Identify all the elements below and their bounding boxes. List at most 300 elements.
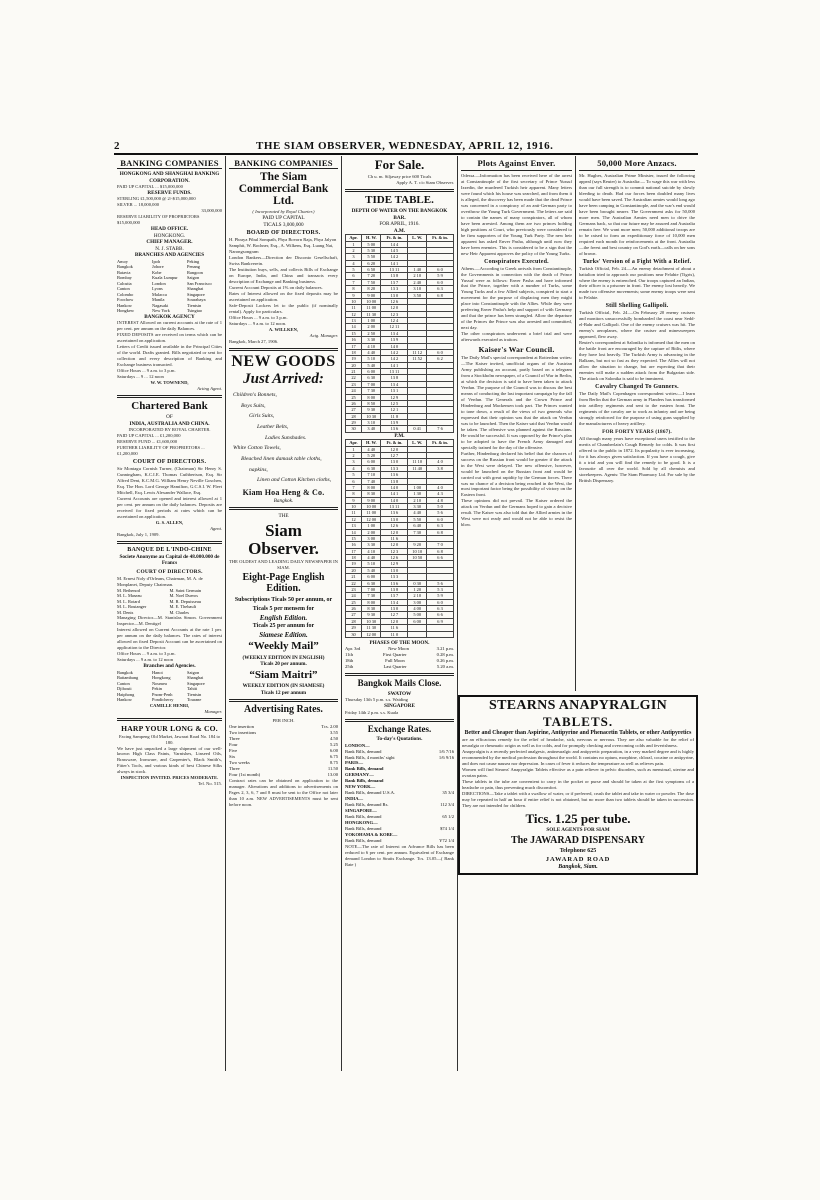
branch-item: Sourabaya [187, 297, 206, 303]
ad-rate-label: Three [229, 735, 240, 741]
quotation-label: SINGAPORE— [345, 808, 377, 814]
tide-cell: 7 0 [427, 542, 454, 548]
hsbc-silver: SILVER ... 18,000,000 [117, 202, 160, 208]
tide-cell: 14 1 [381, 362, 408, 368]
moon-phase: Last Quarter [383, 664, 407, 670]
tide-cell: 6 50 [362, 267, 381, 273]
anzacs-title: 50,000 More Anzacs. [597, 158, 677, 168]
tide-cell: 6 3 [427, 606, 454, 612]
quotation-value: 112 3/4 [440, 802, 454, 808]
tide-cell: 9 [346, 292, 362, 298]
tide-cell: 3 10 [362, 420, 381, 426]
plots-against-enver-text: Odessa.—Information has been received here of the arrest at Constantinople of the first secretary of Prince Yussuf Izzedin, the murdered Turkish heir apparent. Many letters were found which his house was searched, and from them it is alleged, the discovery has been made that the dead Prince was concerned in a conspiracy of an anti-German party to overthrow the Young Turk Government. The letters are said to contain the names of many conspirators, all of whom have been arrested. Among them are two princes holding high positions at Court, who previously were considered to be firm supporters of the Young Turk Party. The new heir apparent has asked Enver Pasha, although until now they have been enemies. This is considered to be a sign that the new Heir Apparent approves the policy of the Young Turks. [461, 173, 572, 256]
hsbc-branches [117, 259, 222, 314]
tide-cell: 1 00 [362, 523, 381, 529]
tide-cell: 2 40 [408, 279, 427, 285]
branch-item: Shanghai [187, 675, 204, 681]
branch-item: Haiphong [117, 691, 135, 697]
tide-cell: 12 5 [381, 400, 408, 406]
branch-item: San Francisco [187, 280, 212, 286]
tide-cell: 28 [346, 618, 362, 624]
turks-text: Turkish Official, Feb. 24.—An enemy detachment of about a battalion tried to approach our positions near Felahie (Tigris), where the enemy is entrenched. Our troops captured an Indian, their officer is a prisoner in front. The enemy lost heavily. We made two offensive movements; some enemy troops were sent to Felahie. [579, 265, 695, 301]
branch-item: Ipoh [152, 258, 161, 264]
kaiser-title: Kaiser's War Council. [478, 345, 555, 355]
branch-item: Bangkok [117, 669, 133, 675]
hsbc-liability: RESERVE LIABILITY OF PROPRIETORS $15,000,000 [117, 214, 200, 226]
tide-cell: 9 00 [362, 497, 381, 503]
tide-cell: 10 50 [408, 555, 427, 561]
tide-cell: 30 [346, 631, 362, 637]
tide-cell: 3 10 [408, 286, 427, 292]
tide-cell: 4 8 [427, 497, 454, 503]
new-goods-item: Ladies Sunshades. [265, 434, 307, 441]
tide-cell: 2 [346, 247, 362, 253]
plots-against-enver-title: Plots Against Enver. [477, 158, 556, 168]
for-sale-title: For Sale. [374, 157, 425, 172]
tide-cell: 6 00 [362, 459, 381, 465]
tide-cell: 10 00 [362, 298, 381, 304]
ad-rate-label: One insertion [229, 723, 254, 729]
tide-cell: 1 40 [408, 267, 427, 273]
tide-cell: 5 9 [427, 273, 454, 279]
newspaper-page [114, 136, 698, 1071]
ad-rate-label: Three [229, 765, 240, 771]
stearns-text-3: Women will find Stearns' Anapyralgin Tablets effective as a pain reliever in pelvic disorders, such as menstrual, uterine and ovarian pains. [462, 766, 694, 778]
harp-name: HARP YOUR LONG & CO. [121, 723, 218, 733]
harp-inspection: INSPECTION INVITED. PRICES MODERATE. [120, 775, 219, 781]
tide-cell: 11 [346, 305, 362, 311]
tide-cell: 1 [346, 446, 362, 452]
tide-cell: 17 [346, 343, 362, 349]
branch-item: Nagasaki [152, 302, 169, 308]
branch-item: Djibouti [117, 686, 132, 692]
tide-cell: 13 11 [381, 369, 408, 375]
jawarad-city: Bangkok, Siam. [558, 863, 598, 870]
tide-cell: 13 6 [381, 580, 408, 586]
tide-header-cell: Ft. & in. [427, 440, 454, 446]
hsbc-saturdays: Saturdays ... 9 ... 12 noon [117, 374, 164, 380]
tide-cell: 13 4 [381, 599, 408, 605]
moon-time: 0.26 p.m. [436, 658, 454, 664]
tide-cell: 7 40 [362, 478, 381, 484]
tide-cell: 14 2 [381, 349, 408, 355]
tide-cell: 5 10 [362, 561, 381, 567]
tide-cell: 12 1 [381, 407, 408, 413]
tide-cell: 9 30 [362, 612, 381, 618]
stearns-directions: DIRECTIONS—Take a tablet with a swallow of water, or if preferred, crush the tablet and take in water or powder. The dose may be repeated in half an hour if entire relief is not obtained, but no more than two tablets should be taken in succession. They are not intended for children. [462, 790, 694, 808]
chartered-date: Bangkok, July 1, 1909. [117, 531, 160, 537]
hsbc-interest: INTEREST Allowed on current accounts at the rate of 1 per cent. per annum on the daily Balances. [117, 320, 222, 332]
tide-cell: 12 0 [381, 529, 408, 535]
tide-cell: 8 30 [362, 491, 381, 497]
moon-phase: New Moon [388, 646, 409, 652]
tide-cell: 13 9 [381, 420, 408, 426]
tide-cell: 3 [346, 459, 362, 465]
harp-tel: Tel. No. 515. [197, 781, 222, 787]
indochine-branches-title: Branches and Agencies. [143, 663, 196, 670]
tide-cell: 11 12 [408, 349, 427, 355]
reuter-text: Reuter's correspondent at Salonika is informed that the men on the battle front are encouraged by the capture of Bitlis, where they have lost heavily. The Turkish Army is advancing in the Balkans, but not so fast as they expected. The Allies will not allow the situation to change, but are expecting that their enemies will make a sudden attack from the Bulgarian side. The attack on Salonika is said to be imminent. [579, 340, 695, 382]
tide-cell: 7 6 [427, 426, 454, 432]
quotation-label: Bank Bills, demand [345, 748, 382, 754]
siam-maitri: “Siam Maitri” [249, 668, 318, 681]
siam-commercial-incorp: ( Incorporated by Royal Charter.) [252, 209, 315, 215]
branch-item: Amoy [117, 258, 128, 264]
tide-cell: 7 30 [408, 529, 427, 535]
branch-item: Pnom-Penh [152, 691, 173, 697]
tide-cell: 2 00 [362, 324, 381, 330]
branch-item: Bangkok [117, 264, 133, 270]
tide-cell: 1 [346, 241, 362, 247]
tide-cell: 20 [346, 567, 362, 573]
tide-cell: 11 8 [381, 413, 408, 419]
director-item: M. Saint Germain [169, 587, 202, 593]
branch-item: Tientsin [187, 691, 202, 697]
tide-header-cell: Ft. & in. [427, 235, 454, 241]
kaiser-text: The Daily Mail's special correspondent at Rotterdam writes:—The Kaiser invited, unofficial organs of the Austrian Army publishing an account, partly based on a telegram from a Stockholm newspaper, of a Council of War in Berlin, at which the decision is said to have been taken to attack Verdun. The purpose of the Council was to discuss the best means of conducting the last important campaign by the fall of Verdun. The Generals and the Crown Prince and Hindenburg and Mackensen took part. The Princes wanted to tone down, a result of the views of two generals who expressed that their opinion was that the attack on Verdun was to be launched. Then the Kaiser said that Verdun would be taken. The offensive was planned against the Russians. He would be successful. It was opposed by the Prince's plan to be adopted to have the French Army damaged and specially trained for the day of the offensive. [461, 355, 572, 450]
tide-cell: 21 [346, 574, 362, 580]
branch-item: Hankow [117, 302, 132, 308]
moon-date: Apr. 3rd [345, 646, 361, 652]
tide-cell: 13 8 [381, 478, 408, 484]
tide-cell: 12 9 [381, 561, 408, 567]
tide-cell: 9 [346, 497, 362, 503]
new-goods-item: napkins, [249, 466, 268, 473]
tide-cell: 13 3 [381, 286, 408, 292]
ad-rate-value: 3.55 [329, 729, 338, 735]
tide-cell: 12 3 [381, 311, 408, 317]
moon-date: 11th [345, 652, 353, 658]
chartered-bank-name: Chartered Bank [131, 399, 208, 412]
tide-cell: 12 [346, 516, 362, 522]
weekly-mail: “Weekly Mail” [248, 640, 319, 653]
branch-item: Manila [152, 297, 165, 303]
quotation-value: 35 3/4 [442, 790, 454, 796]
tide-cell: 2 00 [362, 529, 381, 535]
mails-line-1: Thursday 13th 5 p.m. s.s. Waiding [345, 697, 408, 703]
moon-time: 5.20 a.m. [436, 664, 454, 670]
tide-cell: 7 50 [362, 279, 381, 285]
tide-cell: 11 40 [408, 465, 427, 471]
branch-item: Foochow [117, 297, 134, 303]
new-goods-item: Linen and Cotton Kitchen cloths, [257, 477, 332, 484]
moon-phase-row [345, 664, 454, 670]
tide-cell: 29 [346, 625, 362, 631]
siam-commercial-name: The Siam Commercial Bank Ltd. [238, 171, 329, 208]
siam-commercial-saturdays: Saturdays ... 9 a.m. to 12 noon. [229, 320, 287, 326]
tide-cell: 11 00 [362, 305, 381, 311]
tide-cell: 6 3 [427, 523, 454, 529]
tide-cell: 25 [346, 394, 362, 400]
tide-cell: 25 [346, 599, 362, 605]
chartered-reserve: RESERVE FUND ... £1,600,000 [117, 439, 178, 445]
banking-companies-header-2: BANKING COMPANIES [229, 158, 338, 169]
tide-cell: 13 0 [381, 292, 408, 298]
tide-cell: 12 11 [381, 324, 408, 330]
branch-item: Canton [117, 286, 130, 292]
quotation-label: INDIA— [345, 796, 364, 802]
tide-cell: 4 0 [427, 459, 454, 465]
tide-cell: 14 5 [381, 247, 408, 253]
kiam-hoa-heng-firm: Kiam Hoa Heng & Co. [242, 487, 325, 497]
hsbc-agent: W. W. TOWNEND, [150, 380, 189, 385]
tide-cell: 13 9 [381, 337, 408, 343]
new-goods-item: Children's Bonnets, [233, 392, 277, 399]
siam-commercial-office: Office Hours ... 9 a.m. to 3 p.m. [229, 314, 288, 320]
conspirators-title: Conspirators Executed. [484, 258, 549, 265]
tide-cell: 1 00 [408, 484, 427, 490]
siam-commercial-rates: Rates of Interest allowed on the fixed deposits may be ascertained on application. [229, 290, 338, 302]
column-1 [114, 156, 226, 1071]
weekly-mail-price: Ticals 20 per annum. [260, 661, 307, 668]
tide-cell: 14 0 [381, 343, 408, 349]
tide-header-cell: L. W. [408, 440, 427, 446]
chartered-incorp: INCORPORATED BY ROYAL CHARTER. [128, 427, 211, 433]
moon-phase: Full Moon [385, 658, 405, 664]
tide-cell: 11 30 [362, 625, 381, 631]
siam-commercial-directors: H. Phraya Pibul Sompath, Phya Bovorn Raja, Phya Jalyon Samphit, W. Bochner, Esq., A. Wilkens, Esq. Luang Nai, Narongsongram [229, 237, 337, 255]
new-goods-item: White Cotton Towels, [233, 445, 281, 452]
hsbc-sterling: STERLING £1,500,000 @ 2/-$15,000,000 [117, 196, 196, 202]
for-sale-apply: Apply A. T. c/o Siam Observer. [396, 179, 454, 185]
tide-cell: 1 30 [408, 491, 427, 497]
tide-cell: 27 [346, 407, 362, 413]
indochine-saturdays: Saturdays ... 9 a.m. to 12 noon [117, 657, 174, 663]
advertising-note: Contract rates can be obtained on application to the manager. Alterations and additions to advertisements on Pages 2, 3, 6, 7 and 8 must be sent to the Office not later than 10 a.m. NEW ADVERTISEMENTS must be sent before noon. [229, 777, 338, 807]
tide-cell: 13 4 [381, 381, 408, 387]
quotation-label: GERMANY— [345, 772, 374, 778]
mails-singapore: SINGAPORE [384, 703, 415, 710]
tide-cell: 5 30 [362, 247, 381, 253]
hsbc-capital: PAID UP CAPITAL ... $15,000,000 [117, 184, 183, 189]
tide-cell: 10 00 [362, 504, 381, 510]
ad-rate-label: Five [229, 747, 238, 753]
director-item: M. Charles [169, 609, 190, 615]
quotation-label: LONDON— [345, 742, 370, 748]
director-item: M. L. Maseau [117, 593, 142, 599]
hsbc-total: 33,000,000 [201, 208, 222, 214]
tide-cell: 11 6 [381, 625, 408, 631]
tide-cell: 6 30 [362, 580, 381, 586]
tide-cell: 8 00 [362, 484, 381, 490]
indochine-manager-title: Manager. [204, 708, 222, 714]
ad-rate-value: 4.50 [329, 735, 338, 741]
hsbc-fixed: FIXED DEPOSITS are received on terms which can be ascertained on application. [117, 332, 222, 344]
ad-rate-label: Four (1st month) [229, 771, 261, 777]
masthead [114, 136, 698, 155]
column-4 [458, 156, 576, 691]
indochine-directors-top: M. Ernest Noly d'Orleans, Chairman, M. A. de Monplanet, Deputy Chairman. [117, 575, 203, 587]
stearns-title-2: TABLETS. [542, 713, 614, 729]
tide-cell [427, 631, 454, 637]
column-5 [576, 156, 698, 691]
tide-cell: 12 9 [381, 394, 408, 400]
branch-item: Singapore [187, 291, 205, 297]
tide-cell: 10 [346, 504, 362, 510]
observer-sub1-edition: English Edition. [259, 614, 308, 623]
branch-item: Calcutta [117, 280, 132, 286]
tide-cell: 22 [346, 580, 362, 586]
siam-commercial-manager: A. WILLKEN, [268, 326, 299, 332]
tide-cell: 3 8 [427, 465, 454, 471]
siam-commercial-manager-title: Actg. Manager. [309, 332, 338, 338]
quotation-label: HONGKONG— [345, 820, 378, 826]
new-goods-item: Bleached linen damask table cloths, [241, 455, 322, 462]
branch-item: London [152, 280, 166, 286]
branch-item: Batavia [117, 269, 131, 275]
hsbc-manager-title: CHIEF MANAGER. [146, 239, 193, 246]
tide-header-cell: H. W. [362, 235, 381, 241]
branch-item: Pondicherry [152, 697, 174, 703]
tide-cell: 5 50 [362, 254, 381, 260]
tide-cell: 9 00 [362, 292, 381, 298]
tide-table-title: TIDE TABLE. [365, 193, 434, 206]
stearns-text-1: are an efficacious remedy for the relief of headache, sick, nervous or nervous. They are also valuable for the relief of neuralgia or rheumatic origin as well as for colds, and for promptly checking and overcoming colds and feverishness. [462, 736, 694, 748]
branch-item: Kuala Lumpur [152, 275, 178, 281]
moon-time: 0.28 p.m. [436, 652, 454, 658]
tide-cell: 30 [346, 426, 362, 432]
new-goods-items [229, 390, 338, 486]
tide-cell: 13 3 [381, 465, 408, 471]
shelling-title: Still Shelling Gallipoli. [605, 303, 669, 310]
siam-maitri-price: Ticals 12 per annum [260, 689, 307, 696]
tide-cell: 5 40 [362, 567, 381, 573]
tide-cell: 13 6 [381, 426, 408, 432]
tide-cell: 24 [346, 593, 362, 599]
ad-rate-value: Tcs. 2.00 [321, 723, 338, 729]
ad-rate-value: 13.00 [327, 771, 338, 777]
tide-cell: 7 10 [362, 472, 381, 478]
branch-item: Tahiti [187, 686, 198, 692]
tide-cell: 5 3 [427, 586, 454, 592]
tide-cell: 14 0 [381, 484, 408, 490]
newspaper-title: THE SIAM OBSERVER, WEDNESDAY, APRIL 12, 1916. [256, 140, 554, 152]
tide-cell: 3 30 [362, 542, 381, 548]
tide-cell: 8 00 [362, 394, 381, 400]
indochine-directors [117, 588, 222, 616]
chartered-directors: Sir Montagu Cornish Turner, (Chairman) Sir Henry S. Cunningham, K.C.I.E. Thomas Cuthbertson, Esq. Sir Alfred Dent, K.C.M.G. William Henry Neville Goschen, Esq. The Hon. Lord George Hamilton, G.C.S.I. W. Fleet Mitchell, Esq. Lewis Alexander Wallace, Esq. [117, 466, 222, 496]
moon-phases-title: PHASES OF THE MOON. [369, 639, 430, 646]
tide-cell: 12 3 [381, 548, 408, 554]
tide-cell: 13 0 [381, 516, 408, 522]
jawarad-telephone: Telephone 625 [559, 848, 597, 855]
indochine-court-title: COURT OF DIRECTORS. [136, 568, 203, 575]
stearns-price: Tics. 1.25 per tube. [525, 810, 631, 826]
moon-date: 18th [345, 658, 354, 664]
anzacs-text: Mr. Hughes, Australian Prime Minister, issued the following appeal (says Reuter) to Australia:— To wage this war with less than our full strength is to commit national suicide by slowly bleeding to death. Had our forces been doubled many lives would have been saved. The Australian armies would long ago have been camping in Constantinople, and the war's end would have been brought nearer. The Government asks for 50,000 more men. The Australian Armies need men to drive the Germans back, so that our future may be assured and Australia remain free. We want more men; 50,000 additional troops are to be raised to form an expeditionary force of 10,000 men required each month for reinforcements at the front. Australia—the freest and best country on God's earth—calls on her sons of brawn. [579, 173, 695, 256]
tide-cell: 7 20 [362, 273, 381, 279]
new-goods-item: Boys Suits, [241, 402, 266, 409]
quotations-title: To-day's Quotations. [376, 736, 423, 743]
tide-cell: 6 0 [427, 599, 454, 605]
exchange-note: NOTE—The rate of Interest on Advance Bills has been reduced to 6 per cent. per annum. Equivalent of Exchange demand London to Straits Exchange. Tcs. 13.05—( Bank Rate ) [345, 844, 454, 867]
branch-item: Peking [187, 258, 200, 264]
kaiser-text-2: Further, Hindenburg declared his belief that the chances of success on the Russian front would be greater if the attack in the West were delayed. The new offensive, however, would be launched on the Russian front and would be carried out with great rapidity by the German forces. There was no chance of a decision being reached in the West, the most important factor being the possibility of victory on the Eastern front. [461, 450, 572, 498]
new-goods-item: Girls Suits, [249, 413, 275, 420]
quotation-value: 1/6 9/16 [438, 754, 454, 760]
tide-cell: 5 20 [362, 453, 381, 459]
hsbc-agency: BANGKOK AGENCY [144, 313, 195, 320]
tide-cell: 8 [346, 491, 362, 497]
tide-cell: 12 6 [381, 523, 408, 529]
ad-rate-value: 11.50 [327, 765, 338, 771]
tide-cell: 6 8 [427, 529, 454, 535]
branch-item: Shanghai [187, 286, 204, 292]
jawarad-dispensary: The JAWARAD DISPENSARY [510, 834, 646, 846]
tide-cell: 5 10 [362, 356, 381, 362]
ad-rate-value: 8.75 [329, 759, 338, 765]
mails-swatow: SWATOW [387, 690, 412, 697]
tide-table-pm [345, 439, 454, 638]
tide-cell: 2 10 [408, 593, 427, 599]
hsbc-name: HONGKONG AND SHANGHAI BANKING CORPORATION. [119, 171, 220, 184]
tide-cell: 26 [346, 606, 362, 612]
kiam-hoa-heng-city: Bangkok. [273, 497, 294, 504]
tide-cell: 12 0 [381, 446, 408, 452]
branch-item: Colombo [117, 291, 134, 297]
ad-rate-label: Four [229, 741, 238, 747]
tide-cell: 6 9 [427, 618, 454, 624]
tide-cell: 27 [346, 612, 362, 618]
chartered-court-title: COURT OF DIRECTORS. [132, 459, 207, 466]
hsbc-reserve-title: RESERVE FUNDS. [147, 189, 192, 196]
exchange-rates-title: Exchange Rates. [367, 723, 432, 734]
tide-cell: 6 8 [427, 292, 454, 298]
ad-rate-label: Two weeks [229, 759, 250, 765]
forty-years-text: All through many years have exceptional users testified to the merits of Chamberlain's Cough Remedy for colds. It was first offered to the public in 1872. Its popularity is ever increasing, for it has always given satisfaction. If you have a cough, give it a trial and you will find the remedy to be good. It is a favourite all over the world. Sold by all chemists and storekeepers. Agents: The Siam Pharmacy Ltd. For sale by the British Dispensary. [579, 435, 695, 483]
tide-row [346, 631, 454, 637]
tide-cell: 12 0 [381, 618, 408, 624]
branch-item: Singapore [187, 680, 205, 686]
tide-header-cell: Apr. [346, 440, 362, 446]
tide-cell: 7 00 [362, 586, 381, 592]
harp-address: Facing Sampeng Old Market, Jawarat Road No. 184 to 180. [118, 733, 221, 745]
stearns-text-4: These tablets in the tube are convenient to carry in the pocket or purse and should be taken at the first symptoms of a headache or pain, thus preventing much discomfort. [462, 778, 694, 790]
chartered-manager-title: Agent. [210, 526, 222, 532]
tide-cell: 7 [346, 279, 362, 285]
branch-item: Kobe [152, 269, 162, 275]
tide-cell: 6 0 [427, 516, 454, 522]
tide-cell: 6 40 [408, 523, 427, 529]
tide-cell: 12 [346, 311, 362, 317]
observer-desc: THE OLDEST AND LEADING DAILY NEWSPAPER IN SIAM. [229, 559, 338, 571]
ad-rate-value: 5.25 [329, 741, 338, 747]
tide-cell: 12 6 [381, 555, 408, 561]
shelling-text: Turkish Official, Feb. 24.—On February 20 enemy cruisers and monitors unsuccessfully bombarded the coast near Sedd-el-Bahr and Gallipoli. One of the enemy cruisers was hit. The enemy's aeroplanes, where the cruiser and minesweepers appeared, flew away. [579, 310, 695, 340]
tide-cell: 13 4 [381, 330, 408, 336]
branch-item: Penang [187, 264, 200, 270]
stearns-subtitle: Better and Cheaper than Aspirine, Antipyrine and Phenacetin Tablets, or other Antipyretics [464, 729, 692, 736]
branch-item: Hongkong [152, 675, 171, 681]
tide-cell: 3 [346, 254, 362, 260]
tide-header-cell: Ft. & in. [381, 440, 408, 446]
hsbc-hours: Office Hours ... 9 a.m. to 3 p.m. [117, 368, 176, 374]
weekly-mail-desc: (WEEKLY EDITION IN ENGLISH) [242, 654, 325, 661]
conspirators-text: Athens.—According to Greek arrivals from Constantinople, the Governments in connection with the death of Prince Yussuf were as follows: Enver Pasha and have informed that the Prince, together with a number of Turks, some Young Turks and a few Allied subjects, conspired to start a movement for the purpose of displacing men they might place into Constantinople with the Allies. While they were preferring Enver Pasha's help and support of with Germany and that the prince has been strangled. Allow the departure of the Princes the Prince was also arrested and committed, next day. [461, 265, 572, 331]
tide-cell: 3 50 [408, 292, 427, 298]
page-number: 2 [114, 140, 120, 152]
tide-cell: 2 10 [408, 497, 427, 503]
indochine-name: BANQUE DE L'INDO-CHINE [127, 546, 212, 553]
new-goods-title: NEW GOODS [231, 352, 336, 370]
indochine-branches [117, 670, 222, 703]
tide-cell: 6 00 [362, 369, 381, 375]
tide-cell: 14 2 [381, 254, 408, 260]
branch-item: Pekin [152, 686, 163, 692]
branch-item: Hongkew [117, 308, 135, 314]
tide-cell: 13 8 [381, 375, 408, 381]
ad-rate-label: Two insertions [229, 729, 257, 735]
